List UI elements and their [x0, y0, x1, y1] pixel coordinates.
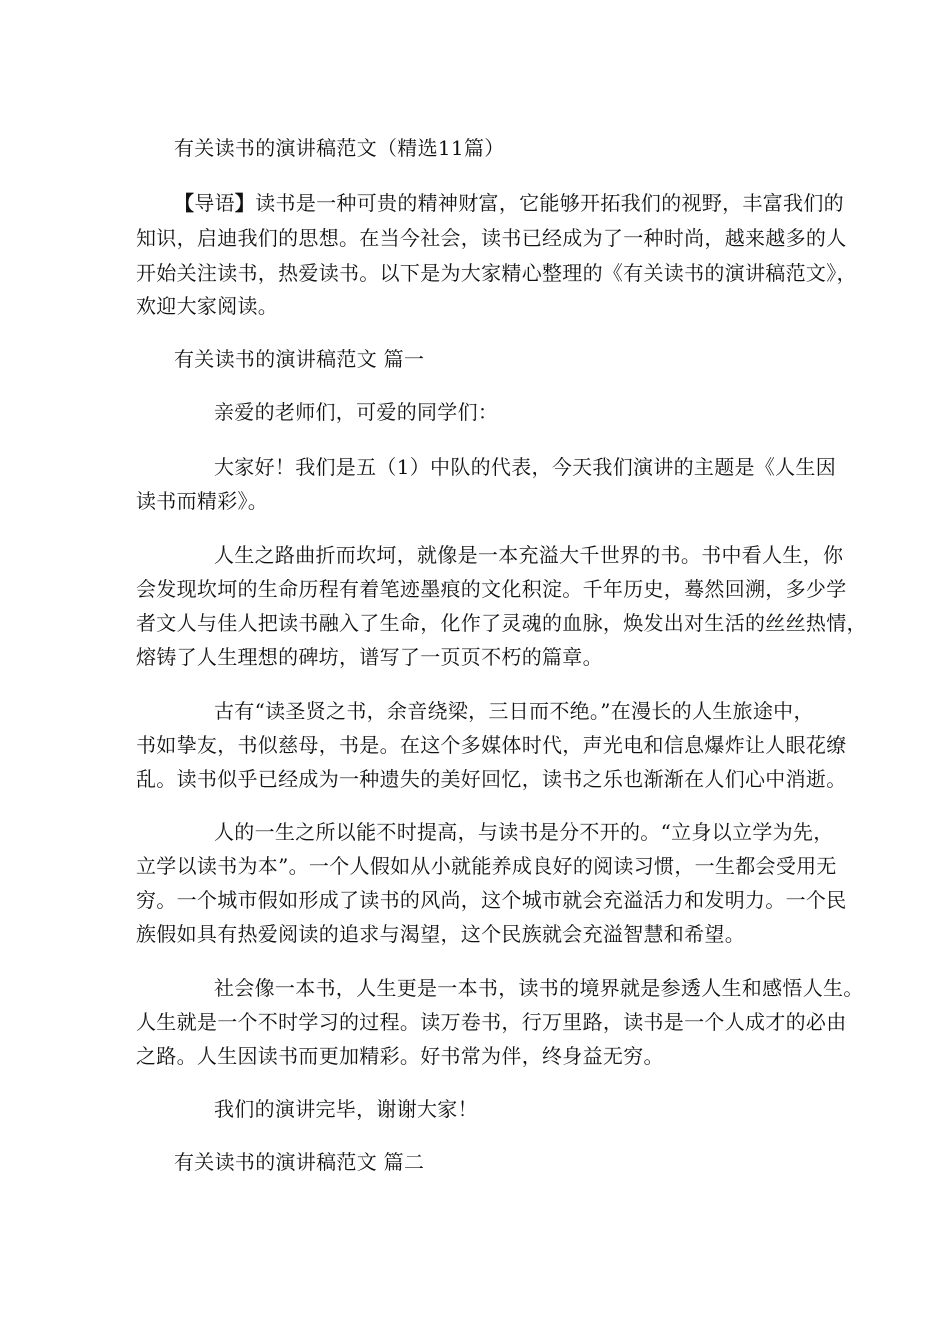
- p2-line-1: 人生之路曲折而坎坷，就像是一本充溢大千世界的书。书中看人生，你: [214, 543, 844, 567]
- intro-text: 读书是一种可贵的精神财富，它能够开拓我们的视野，丰富我们的: [255, 191, 844, 215]
- p3-line-1: 古有“读圣贤之书，余音绕梁，三日而不绝。”在漫长的人生旅途中，: [214, 699, 814, 723]
- p1-line-1: 大家好！我们是五（1）中队的代表，今天我们演讲的主题是《人生因: [214, 455, 837, 479]
- p4-line-2: 立学以读书为本”。一个人假如从小就能养成良好的阅读习惯，一生都会受用无: [136, 854, 837, 878]
- intro-line-4: 欢迎大家阅读。: [136, 294, 279, 318]
- greeting: 亲爱的老师们，可爱的同学们：: [214, 400, 499, 424]
- p4-line-4: 族假如具有热爱阅读的追求与渴望，这个民族就会充溢智慧和希望。: [136, 922, 745, 946]
- section-heading-2: 有关读书的演讲稿范文 篇二: [174, 1150, 425, 1174]
- p2-line-3: 者文人与佳人把读书融入了生命，化作了灵魂的血脉，焕发出对生活的丝丝热情，: [136, 611, 867, 635]
- p2-line-2: 会发现坎坷的生命历程有着笔迹墨痕的文化积淀。千年历史，蓦然回溯，多少学: [136, 577, 847, 601]
- p1-line-2: 读书而精彩》。: [136, 489, 269, 513]
- p4-line-3: 穷。一个城市假如形成了读书的风尚，这个城市就会充溢活力和发明力。一个民: [136, 888, 847, 912]
- intro-line-3: 开始关注读书，热爱读书。以下是为大家精心整理的《有关读书的演讲稿范文》，: [136, 261, 857, 285]
- intro-line-1: [174, 191, 844, 215]
- document-title: 有关读书的演讲稿范文（精选11篇）: [174, 136, 505, 160]
- intro-line-2: 知识，启迪我们的思想。在当今社会，读书已经成为了一种时尚，越来越多的人: [136, 226, 847, 250]
- p3-line-2: 书如挚友，书似慈母，书是。在这个多媒体时代，声光电和信息爆炸让人眼花缭: [136, 733, 847, 757]
- intro-bracket-close: 】: [234, 191, 256, 215]
- p5-line-3: 之路。人生因读书而更加精彩。好书常为伴，终身益无穷。: [136, 1044, 664, 1068]
- p4-line-1: 人的一生之所以能不时提高，与读书是分不开的。“立身以立学为先，: [214, 820, 834, 844]
- p5-line-2: 人生就是一个不时学习的过程。读万卷书，行万里路，读书是一个人成才的必由: [136, 1010, 847, 1034]
- p2-line-4: 熔铸了人生理想的碑坊，谱写了一页页不朽的篇章。: [136, 645, 603, 669]
- section-heading-1: 有关读书的演讲稿范文 篇一: [174, 347, 425, 371]
- intro-label: 导语: [194, 191, 235, 215]
- intro-bracket-open: 【: [174, 191, 195, 215]
- p5-line-1: 社会像一本书，人生更是一本书，读书的境界就是参透人生和感悟人生。: [214, 976, 864, 1000]
- closing-line: 我们的演讲完毕，谢谢大家！: [214, 1097, 478, 1121]
- p3-line-3: 乱。读书似乎已经成为一种遗失的美好回忆，读书之乐也渐渐在人们心中消逝。: [136, 767, 847, 791]
